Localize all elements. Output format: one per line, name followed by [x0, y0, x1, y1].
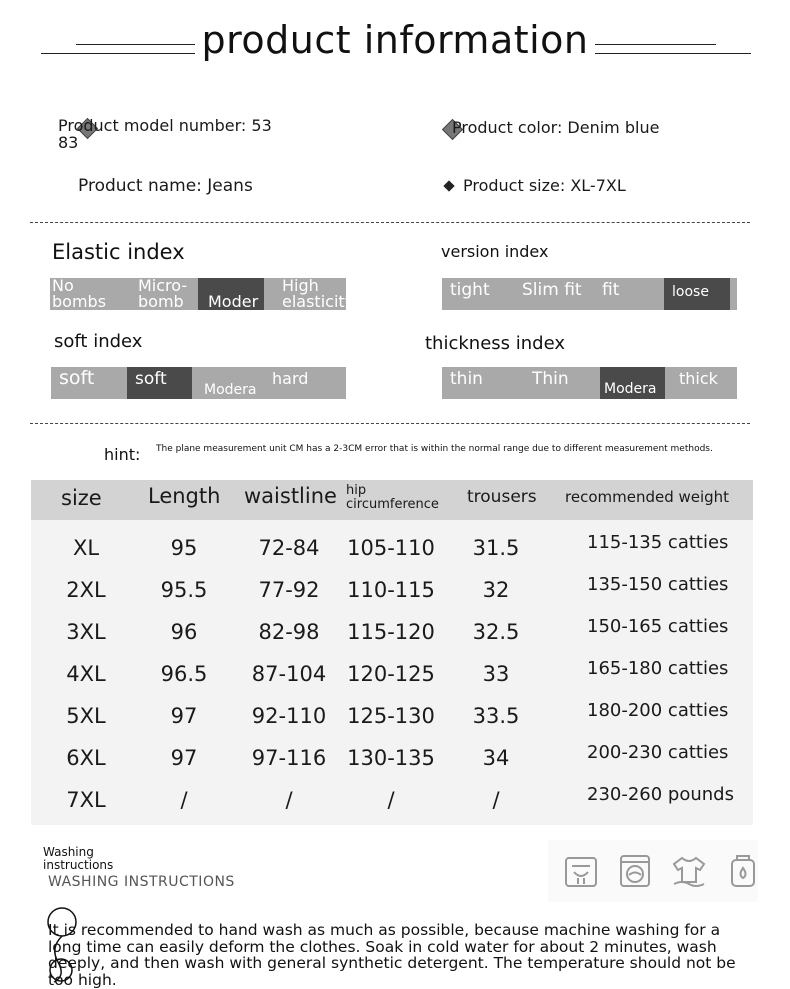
shirt-care-icon	[672, 854, 706, 888]
cell-length: 96	[170, 620, 198, 644]
cell-size: 3XL	[66, 620, 106, 644]
version-seg-loose: loose	[664, 278, 730, 310]
cell-size: 5XL	[66, 704, 106, 728]
cell-recommended-weight: 150-165 catties	[587, 616, 729, 637]
thickness-index-title: thickness index	[425, 333, 565, 354]
table-row	[31, 658, 753, 692]
size-table-body	[31, 520, 753, 825]
version-index-bar	[442, 278, 737, 310]
cell-trousers: 31.5	[472, 536, 520, 560]
divider	[30, 222, 750, 223]
cell-length: 95	[170, 536, 198, 560]
detergent-bottle-icon	[726, 854, 760, 888]
thickness-seg-thick: thick	[665, 367, 737, 399]
product-color: Product color: Denim blue	[452, 118, 660, 137]
cell-recommended-weight: 200-230 catties	[587, 742, 729, 763]
cell-length: 97	[170, 704, 198, 728]
version-seg-tight: tight	[442, 278, 514, 310]
thickness-seg-thin: thin	[442, 367, 512, 399]
thickness-seg-thin2: Thin	[512, 367, 600, 399]
product-name: Product name: Jeans	[78, 176, 253, 196]
table-row	[31, 700, 753, 734]
table-row	[31, 616, 753, 650]
thickness-seg-moderate: Modera	[600, 367, 665, 399]
cell-recommended-weight: 135-150 catties	[587, 574, 729, 595]
table-row	[31, 532, 753, 566]
cell-waistline: /	[285, 788, 293, 812]
cell-hip: 130-135	[347, 746, 435, 770]
cell-hip: 120-125	[347, 662, 435, 686]
cell-waistline: 72-84	[258, 536, 320, 560]
cell-length: 95.5	[160, 578, 208, 602]
cell-recommended-weight: 115-135 catties	[587, 532, 729, 553]
table-row	[31, 784, 753, 818]
cell-hip: 105-110	[347, 536, 435, 560]
thickness-index-bar	[442, 367, 737, 399]
cell-trousers: 33.5	[472, 704, 520, 728]
soft-seg-soft: soft	[51, 367, 127, 399]
washing-text: It is recommended to hand wash as much as possible, because machine washing for a long time can easily deform the clothes. Soak in cold water for about 2 minutes, wash deeply, and then wash with general synthetic detergent. The temperature should not be too high.	[48, 921, 736, 989]
cell-hip: /	[387, 788, 395, 812]
page-title: product information	[0, 18, 790, 62]
divider	[30, 423, 750, 424]
cell-hip: 110-115	[347, 578, 435, 602]
cell-hip: 115-120	[347, 620, 435, 644]
cell-recommended-weight: 230-260 pounds	[587, 784, 734, 805]
soft-seg-soft-selected: soft	[127, 367, 192, 399]
soft-seg-moderate: Modera	[192, 367, 264, 399]
header-waistline: waistline	[244, 484, 337, 508]
washing-title: WASHING INSTRUCTIONS	[48, 874, 235, 890]
hint-label: hint:	[104, 445, 141, 464]
elastic-index-bar	[50, 276, 355, 311]
version-seg-end	[730, 278, 737, 310]
cell-waistline: 97-116	[251, 746, 327, 770]
cell-trousers: 33	[482, 662, 510, 686]
diamond-bullet-icon	[443, 180, 454, 191]
cell-waistline: 82-98	[258, 620, 320, 644]
product-model: Product model number: 53 83	[58, 116, 272, 152]
soft-index-title: soft index	[54, 331, 143, 352]
cell-trousers: /	[492, 788, 500, 812]
cell-length: /	[180, 788, 188, 812]
table-row	[31, 574, 753, 608]
elastic-seg-high: High elasticity	[264, 278, 346, 310]
cell-recommended-weight: 180-200 catties	[587, 700, 729, 721]
cell-recommended-weight: 165-180 catties	[587, 658, 729, 679]
elastic-seg-micro: Micro- bomb	[130, 278, 198, 310]
header-trousers: trousers	[467, 487, 537, 507]
cell-length: 97	[170, 746, 198, 770]
cell-trousers: 32	[482, 578, 510, 602]
washing-label: Washing instructions	[43, 845, 114, 872]
hand-wash-icon	[564, 854, 598, 888]
cell-trousers: 34	[482, 746, 510, 770]
product-size: Product size: XL-7XL	[463, 176, 626, 195]
elastic-seg-none: No bombs	[50, 278, 130, 310]
cell-size: 2XL	[66, 578, 106, 602]
cell-size: 6XL	[66, 746, 106, 770]
cell-hip: 125-130	[347, 704, 435, 728]
version-index-title: version index	[441, 242, 549, 261]
cell-size: 4XL	[66, 662, 106, 686]
cell-waistline: 77-92	[258, 578, 320, 602]
elastic-index-title: Elastic index	[52, 240, 185, 264]
header-length: Length	[148, 484, 221, 508]
elastic-seg-moderate: Moder	[198, 278, 264, 310]
washing-machine-icon	[618, 854, 652, 888]
header-recommended-weight: recommended weight	[565, 488, 730, 506]
cell-trousers: 32.5	[472, 620, 520, 644]
version-seg-fit: fit	[594, 278, 664, 310]
header-size: size	[61, 486, 102, 510]
table-row	[31, 742, 753, 776]
cell-size: 7XL	[66, 788, 106, 812]
hint-text: The plane measurement unit CM has a 2-3CM error that is within the normal range due to different measurement methods.	[156, 444, 713, 454]
size-table-header	[31, 480, 753, 520]
soft-index-bar	[51, 367, 346, 399]
cell-size: XL	[72, 536, 100, 560]
cell-length: 96.5	[160, 662, 208, 686]
header-hip-circumference: hip circumference	[346, 483, 439, 512]
cell-waistline: 92-110	[251, 704, 327, 728]
soft-seg-hard: hard	[264, 367, 346, 399]
washing-icons	[548, 840, 758, 902]
cell-waistline: 87-104	[251, 662, 327, 686]
version-seg-slim: Slim fit	[514, 278, 594, 310]
